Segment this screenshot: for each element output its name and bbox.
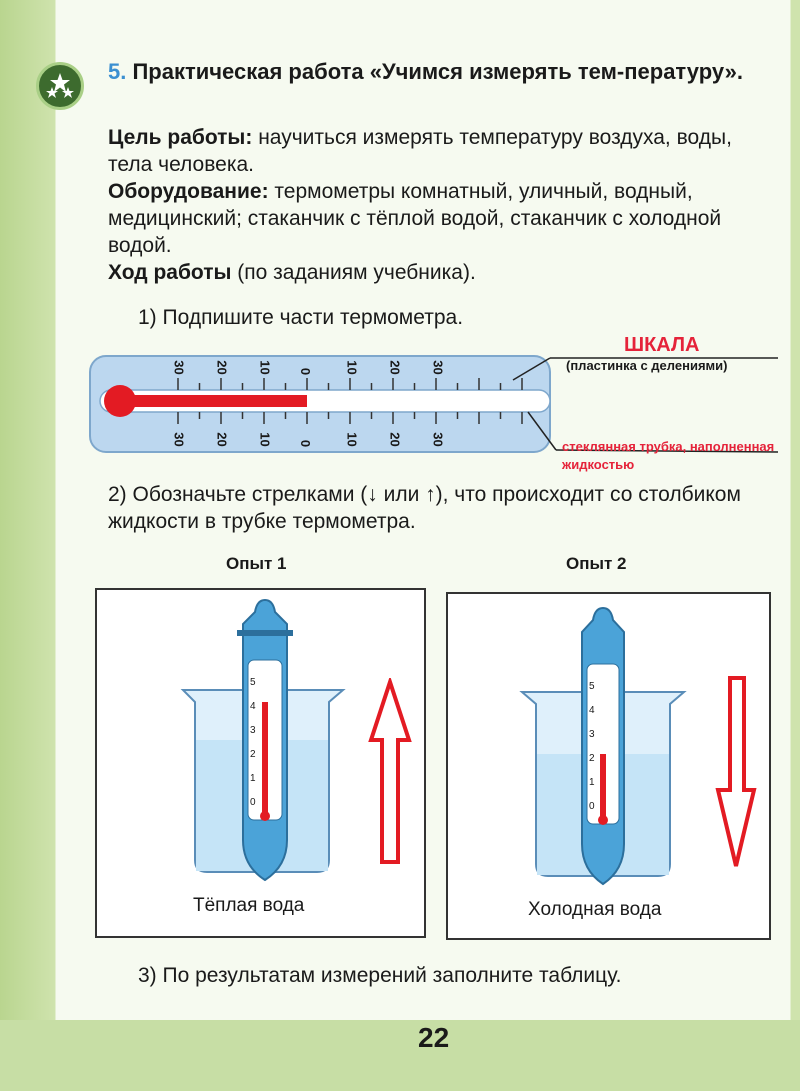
experiment-1-box	[95, 588, 426, 938]
arrow-down-icon	[714, 674, 758, 872]
task2-text: 2) Обозначьте стрелками (↓ или ↑), что происходит со столбиком жидкости в трубке термометра.	[108, 483, 741, 533]
scale-top-2: 20	[214, 360, 230, 375]
w2-digit-1: 1	[589, 777, 595, 788]
scale-bottom-3: 10	[257, 432, 273, 447]
experiment-2-caption: Холодная вода	[528, 899, 662, 920]
scale-top-4: 0	[298, 367, 314, 376]
goal-label: Цель работы:	[108, 126, 253, 149]
equipment-paragraph	[108, 178, 768, 259]
scale-bottom-6: 20	[387, 432, 403, 447]
experiment-1-caption: Тёплая вода	[193, 895, 305, 916]
arrow-up-icon	[367, 678, 413, 868]
w1-digit-4: 4	[250, 701, 256, 712]
goal-paragraph	[108, 124, 768, 178]
scale-bottom-2: 20	[214, 432, 230, 447]
w2-digit-3: 3	[589, 729, 595, 740]
stars-badge-icon	[36, 62, 84, 110]
scale-bottom-1: 30	[171, 432, 187, 447]
scale-top-3: 10	[257, 360, 273, 375]
scale-bottom-4: 0	[298, 439, 314, 448]
scale-note: (пластинка с делениями)	[566, 358, 728, 373]
scale-top-1: 30	[171, 360, 187, 375]
w1-digit-5: 5	[250, 677, 256, 688]
w1-digit-2: 2	[250, 749, 256, 760]
procedure-text: (по заданиям учебника).	[237, 261, 476, 284]
experiment-1-label: Опыт 1	[226, 554, 287, 573]
task-title	[108, 58, 768, 86]
scale-top-5: 10	[344, 360, 360, 375]
w2-digit-0: 0	[589, 801, 595, 812]
scale-label: ШКАЛА	[624, 334, 700, 356]
page-number: 22	[418, 1022, 450, 1053]
w1-digit-3: 3	[250, 725, 256, 736]
w1-digit-1: 1	[250, 773, 256, 784]
equipment-text: термометры комнатный, уличный, водный, медицинский; стаканчик с тёплой водой, стаканчик с холодной водой.	[108, 180, 722, 257]
w2-digit-4: 4	[589, 705, 595, 716]
equipment-label: Оборудование:	[108, 180, 269, 203]
w1-digit-0: 0	[250, 797, 256, 808]
scale-top-6: 20	[387, 360, 403, 375]
scale-bottom-7: 30	[430, 432, 446, 447]
task3-text: 3) По результатам измерений заполните таблицу.	[138, 964, 622, 987]
tube-label: стеклянная трубка, наполненная жидкостью	[562, 439, 775, 472]
procedure-paragraph	[108, 259, 768, 286]
task-number: 5.	[108, 59, 127, 84]
task-title-text: Практическая работа «Учимся измерять тем-пературу».	[132, 59, 743, 84]
w2-digit-5: 5	[589, 681, 595, 692]
scale-top-7: 30	[430, 360, 446, 375]
footer-band	[0, 1020, 800, 1091]
w2-digit-2: 2	[589, 753, 595, 764]
task1-text: 1) Подпишите части термометра.	[138, 306, 464, 329]
experiment-2-box	[446, 592, 771, 940]
scale-bottom-5: 10	[344, 432, 360, 447]
procedure-label: Ход работы	[108, 261, 232, 284]
experiment-2-label: Опыт 2	[566, 554, 627, 573]
goal-text: научиться измерять температуру воздуха, воды, тела человека.	[108, 126, 732, 176]
